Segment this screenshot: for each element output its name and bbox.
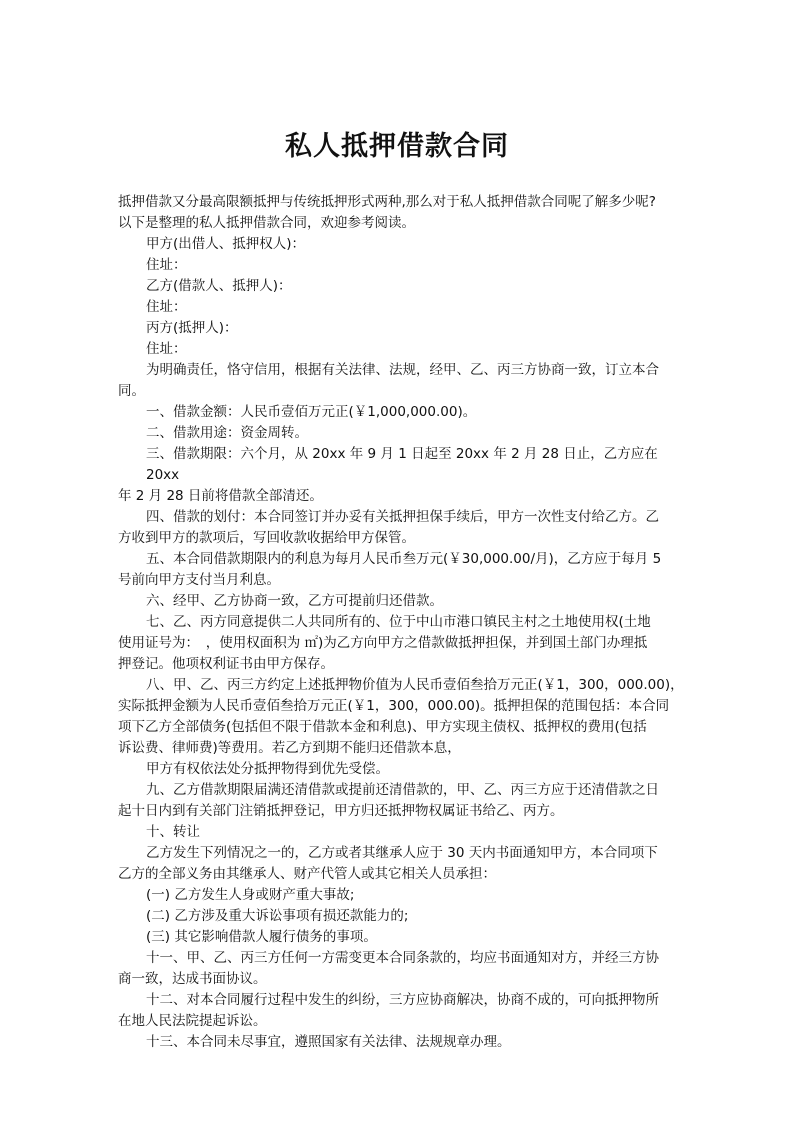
text-line: 起十日内到有关部门注销抵押登记，甲方归还抵押物权属证书给乙、丙方。: [118, 803, 564, 819]
text-line: 六、经甲、乙方协商一致，乙方可提前归还借款。: [146, 593, 443, 609]
text-line: 十一、甲、乙、丙三方任何一方需变更本合同条款的，均应书面通知对方，并经三方协: [146, 950, 659, 966]
text-line: 二、借款用途：资金周转。: [146, 425, 308, 441]
text-line: 一、借款金额：人民币壹佰万元正(￥1,000,000.00)。: [146, 404, 477, 420]
text-line: 乙方的全部义务由其继承人、财产代管人或其它相关人员承担：: [118, 866, 496, 882]
text-line: 三、借款期限：六个月，从 20xx 年 9 月 1 日起至 20xx 年 2 月 28 日止，乙方应在 20xx: [146, 446, 658, 483]
text-line: 乙方(借款人、抵押人)：: [146, 278, 292, 294]
text-line: 七、乙、丙方同意提供二人共同所有的、位于中山市港口镇民主村之土地使用权(土地: [146, 614, 651, 630]
text-line: 十、转让: [146, 824, 200, 840]
text-line: 实际抵押金额为人民币壹佰叁拾万元正(￥1，300，000.00)。抵押担保的范围包括：本合同: [118, 698, 670, 714]
text-line: 号前向甲方支付当月利息。: [118, 572, 280, 588]
text-line: 押登记。他项权利证书由甲方保存。: [118, 656, 334, 672]
text-line: 丙方(抵押人)：: [146, 320, 238, 336]
text-line: 年 2 月 28 日前将借款全部清还。: [118, 488, 323, 504]
contract-body: [118, 192, 688, 1053]
text-line: 为明确责任，恪守信用，根据有关法律、法规，经甲、乙、丙三方协商一致，订立本合: [146, 362, 659, 378]
text-line: 甲方有权依法处分抵押物得到优先受偿。: [146, 761, 389, 777]
text-line: 在地人民法院提起诉讼。: [118, 1013, 267, 1029]
text-line: 十三、本合同未尽事宜，遵照国家有关法律、法规规章办理。: [146, 1034, 511, 1050]
text-line: 使用证号为： ，使用权面积为 ㎡)为乙方向甲方之借款做抵押担保，并到国土部门办理抵: [118, 635, 648, 651]
text-line: 住址：: [146, 299, 187, 315]
text-line: (二) 乙方涉及重大诉讼事项有损还款能力的;: [146, 908, 409, 924]
text-line: 以下是整理的私人抵押借款合同，欢迎参考阅读。: [118, 215, 415, 231]
text-line: 四、借款的划付：本合同签订并办妥有关抵押担保手续后，甲方一次性支付给乙方。乙: [146, 509, 659, 525]
text-line: 甲方(出借人、抵押权人)：: [146, 236, 306, 252]
text-line: 住址：: [146, 257, 187, 273]
text-line: (一) 乙方发生人身或财产重大事故;: [146, 887, 355, 903]
text-line: 住址：: [146, 341, 187, 357]
document-title: 私人抵押借款合同: [285, 131, 509, 162]
text-line: 方收到甲方的款项后，写回收款收据给甲方保管。: [118, 530, 415, 546]
text-line: 十二、对本合同履行过程中发生的纠纷，三方应协商解决，协商不成的，可向抵押物所: [146, 992, 659, 1008]
text-line: (三) 其它影响借款人履行债务的事项。: [146, 929, 377, 945]
text-line: 八、甲、乙、丙三方约定上述抵押物价值为人民币壹佰叁拾万元正(￥1，300，000.00)，: [146, 677, 684, 693]
text-line: 乙方发生下列情况之一的，乙方或者其继承人应于 30 天内书面通知甲方，本合同项下: [146, 845, 658, 861]
text-line: 项下乙方全部债务(包括但不限于借款本金和利息)、甲方实现主债权、抵押权的费用(包括: [118, 719, 647, 735]
text-line: 商一致，达成书面协议。: [118, 971, 267, 987]
text-line: 诉讼费、律师费)等费用。若乙方到期不能归还借款本息，: [118, 740, 461, 756]
text-line: 抵押借款又分最高限额抵押与传统抵押形式两种,那么对于私人抵押借款合同呢了解多少呢?: [118, 194, 656, 210]
text-line: 同。: [118, 383, 145, 399]
text-line: 九、乙方借款期限届满还清借款或提前还清借款的，甲、乙、丙三方应于还清借款之日: [146, 782, 659, 798]
text-line: 五、本合同借款期限内的利息为每月人民币叁万元(￥30,000.00/月)，乙方应于每月 5: [146, 551, 662, 567]
